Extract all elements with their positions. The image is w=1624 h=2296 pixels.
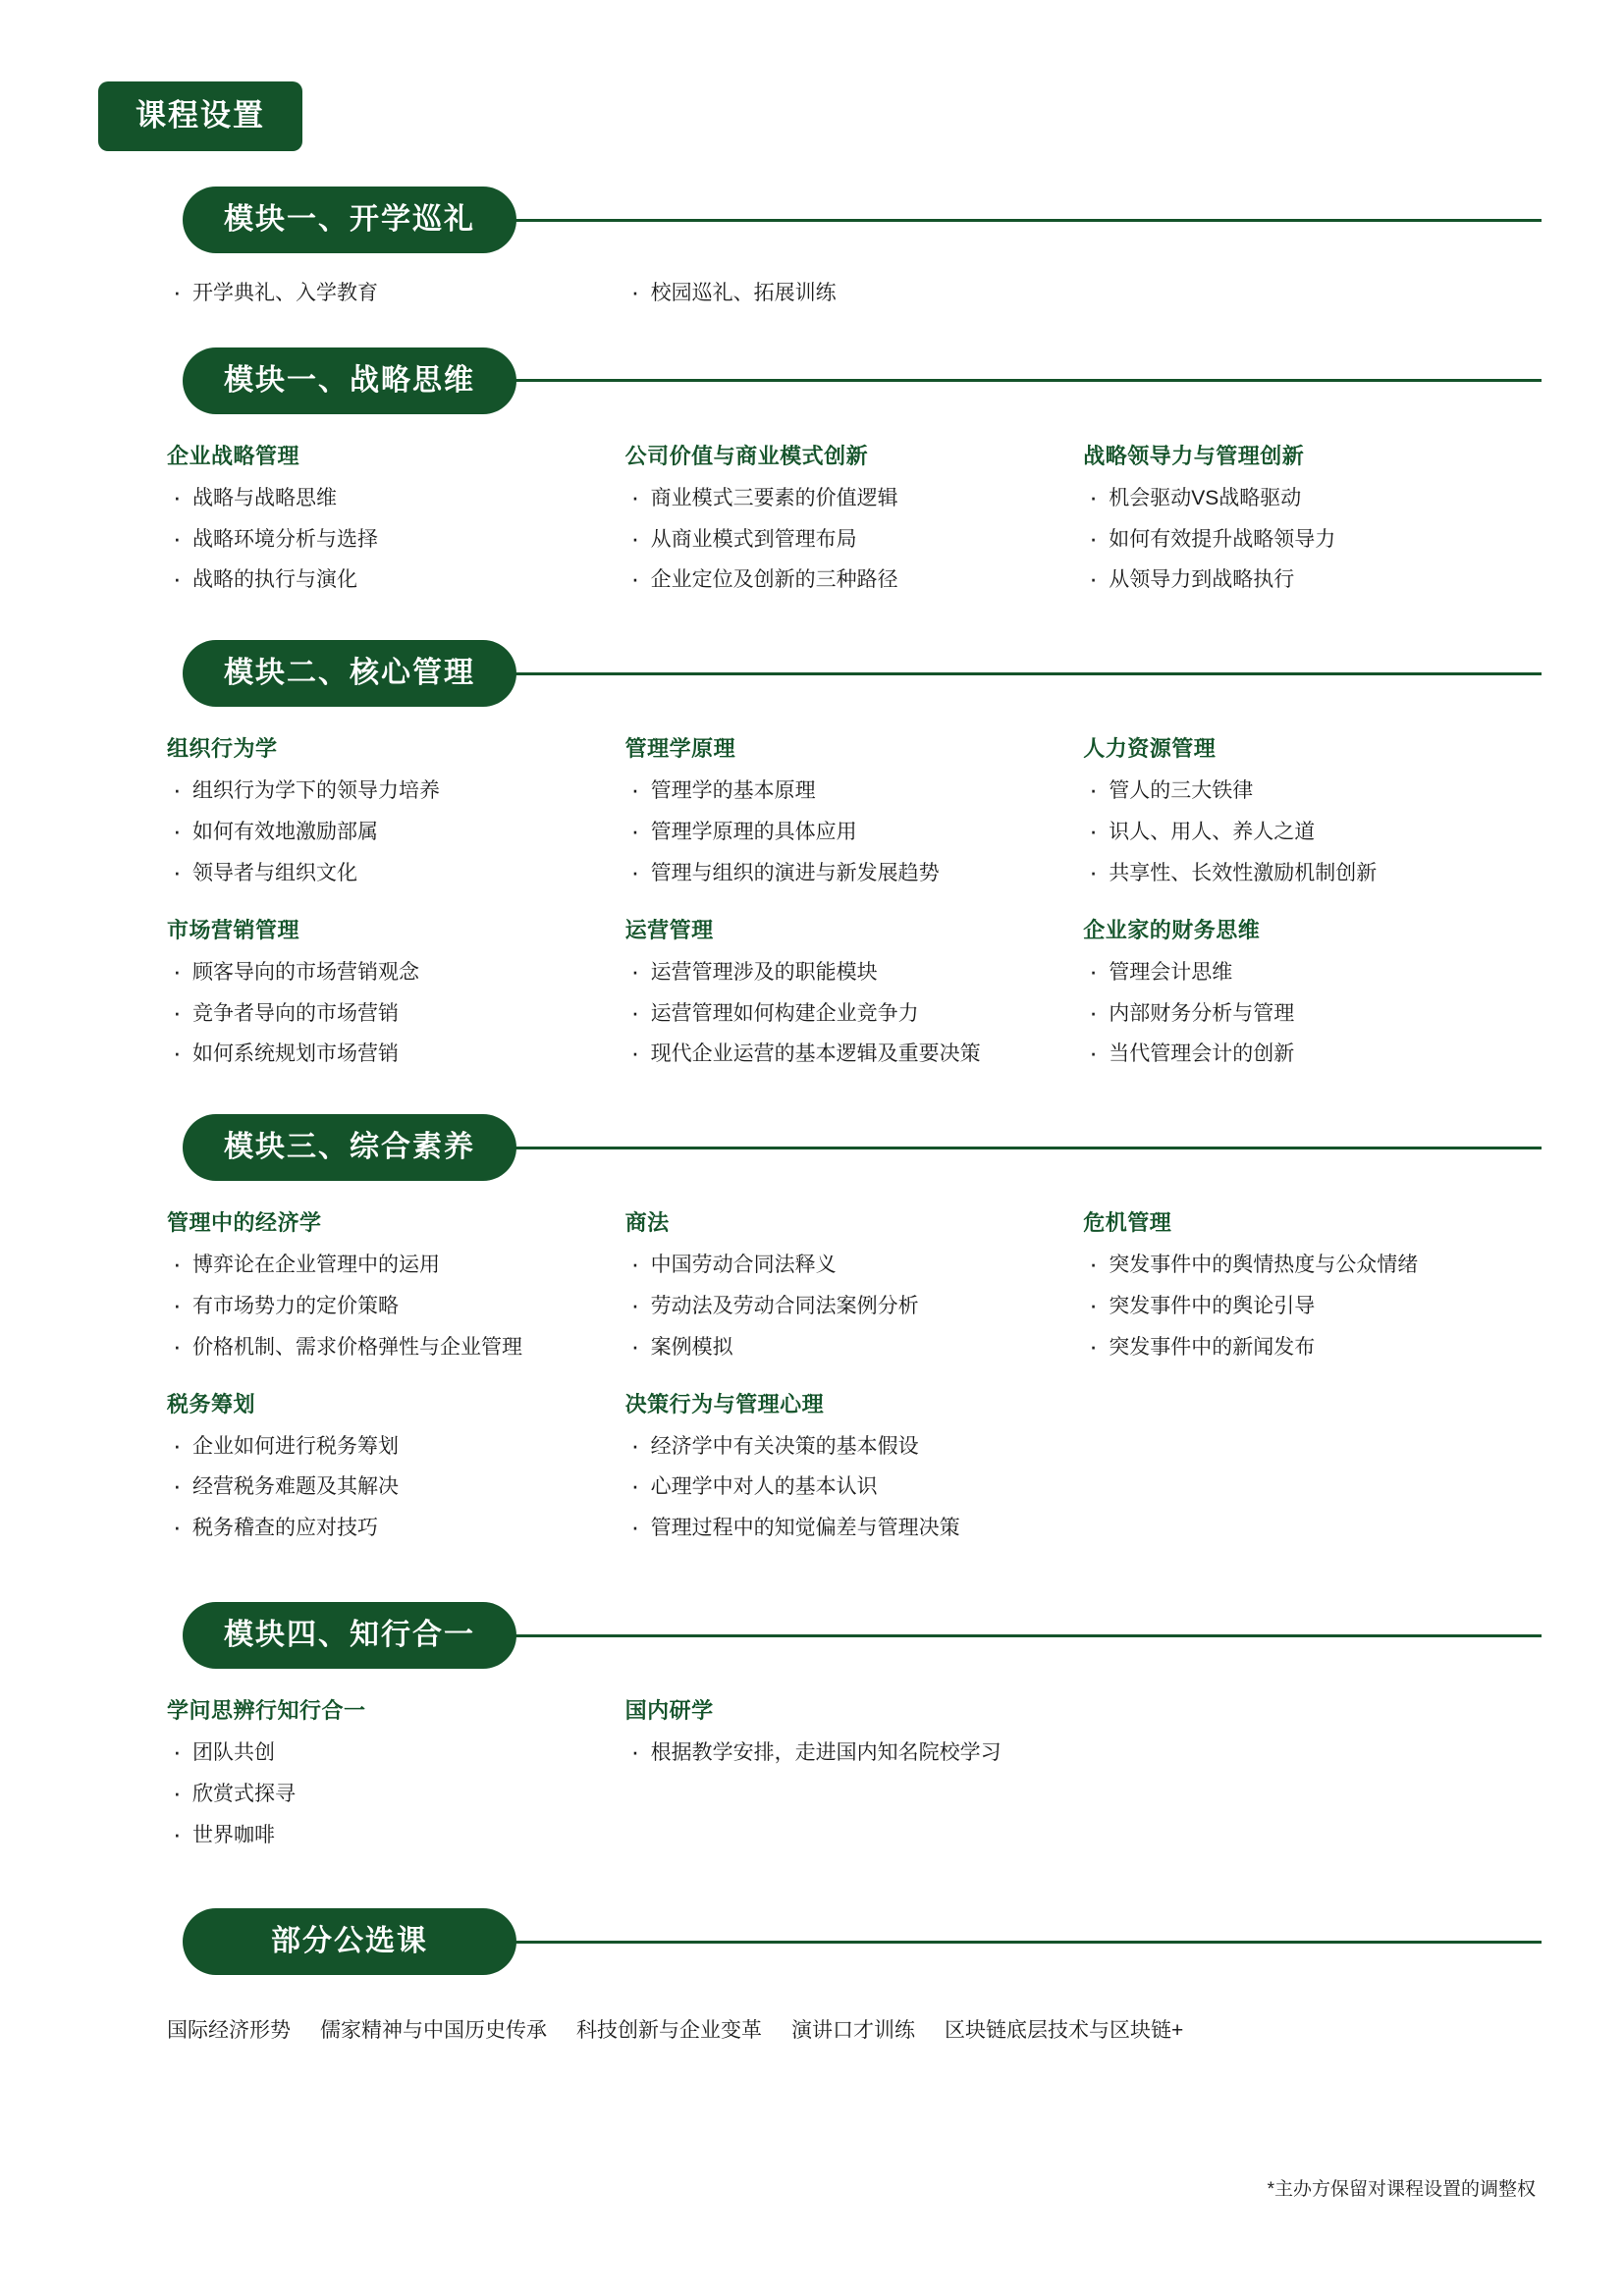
list-item: · 中国劳动合同法释义 <box>625 1251 1056 1280</box>
list-item: 区块链底层技术与区块链+ <box>945 2019 1184 2043</box>
module-column <box>167 1694 625 1849</box>
list-item: · 运营管理涉及的职能模块 <box>625 958 1056 988</box>
list-item: · 运营管理如何构建企业竞争力 <box>625 999 1056 1029</box>
topic-title: 税务筹划 <box>167 1391 256 1416</box>
topic-group <box>1083 732 1514 887</box>
list-item: · 顾客导向的市场营销观念 <box>167 958 598 988</box>
topic-title: 管理中的经济学 <box>167 1210 322 1236</box>
list-item: · 有市场势力的定价策略 <box>167 1292 598 1321</box>
topic-title: 管理学原理 <box>624 736 736 762</box>
list-item: · 识人、用人、养人之道 <box>1083 818 1514 847</box>
list-item: · 案例模拟 <box>625 1333 1056 1362</box>
topic-title: 学问思辨行知行合一 <box>167 1698 366 1723</box>
list-item: · 管理过程中的知觉偏差与管理决策 <box>625 1514 1056 1543</box>
list-item: · 如何有效地激励部属 <box>167 818 598 847</box>
topic-title: 商法 <box>624 1210 670 1236</box>
list-item: 科技创新与企业变革 <box>576 2019 762 2043</box>
topic-group <box>1083 1206 1514 1362</box>
module-pill-label: 模块一、开学巡礼 <box>183 187 516 253</box>
topic-group <box>167 440 598 595</box>
list-item: · 战略的执行与演化 <box>167 565 598 595</box>
module-columns <box>167 253 1542 308</box>
spacer <box>0 308 1624 347</box>
module-section <box>0 1602 1624 1855</box>
list-item: · 管理学原理的具体应用 <box>625 818 1056 847</box>
topic-group <box>625 732 1056 887</box>
module-divider <box>511 379 1542 382</box>
electives-divider <box>511 1941 1542 1944</box>
list-item: · 价格机制、需求价格弹性与企业管理 <box>167 1333 598 1362</box>
module-section <box>0 640 1624 1075</box>
topic-title: 国内研学 <box>624 1698 714 1723</box>
list-item: · 组织行为学下的领导力培养 <box>167 776 598 806</box>
topic-title: 决策行为与管理心理 <box>624 1391 825 1416</box>
module-column <box>625 279 1084 308</box>
module-column <box>625 1206 1084 1543</box>
electives-section <box>0 1908 1624 2044</box>
list-item: · 内部财务分析与管理 <box>1083 999 1514 1029</box>
list-item: · 税务稽查的应对技巧 <box>167 1514 598 1543</box>
spacer <box>0 1549 1624 1602</box>
topic-group <box>167 1694 598 1849</box>
list-item: · 管理学的基本原理 <box>625 776 1056 806</box>
topic-group <box>625 440 1056 595</box>
spacer <box>0 1075 1624 1114</box>
module-header <box>183 1602 1542 1669</box>
module-pill-label: 模块一、战略思维 <box>183 347 516 414</box>
list-item: 儒家精神与中国历史传承 <box>320 2019 547 2043</box>
module-columns <box>167 1181 1542 1549</box>
topic-group <box>625 1388 1056 1543</box>
module-columns <box>167 414 1542 601</box>
list-item: · 战略与战略思维 <box>167 484 598 513</box>
footnote: *主办方保留对课程设置的调整权 <box>1267 2179 1536 2200</box>
list-item: · 团队共创 <box>167 1738 598 1768</box>
module-header <box>183 187 1542 253</box>
list-item: · 经营税务难题及其解决 <box>167 1472 598 1502</box>
module-column <box>1083 440 1542 595</box>
list-item: · 现代企业运营的基本逻辑及重要决策 <box>625 1040 1056 1069</box>
module-divider <box>511 1634 1542 1637</box>
list-item: · 根据教学安排，走进国内知名院校学习 <box>625 1738 1056 1768</box>
module-column <box>625 440 1084 595</box>
list-item: · 经济学中有关决策的基本假设 <box>625 1432 1056 1462</box>
spacer <box>0 601 1624 640</box>
topic-title: 战略领导力与管理创新 <box>1083 443 1305 468</box>
list-item: · 从商业模式到管理布局 <box>625 525 1056 555</box>
list-item: · 领导者与组织文化 <box>167 859 598 888</box>
topic-group <box>625 1694 1056 1768</box>
list-item: · 如何系统规划市场营销 <box>167 1040 598 1069</box>
module-header <box>183 347 1542 414</box>
list-item: · 开学典礼、入学教育 <box>167 279 598 308</box>
curriculum-content <box>0 187 1624 2044</box>
topic-title: 人力资源管理 <box>1083 736 1217 762</box>
list-item: · 共享性、长效性激励机制创新 <box>1083 859 1514 888</box>
topic-title: 公司价值与商业模式创新 <box>624 443 869 468</box>
list-item: · 心理学中对人的基本认识 <box>625 1472 1056 1502</box>
module-columns <box>167 1669 1542 1855</box>
module-column <box>167 732 625 1069</box>
module-column <box>1083 732 1542 1069</box>
page-title: 课程设置 <box>98 81 302 151</box>
spacer <box>0 1855 1624 1908</box>
module-section <box>0 1114 1624 1549</box>
topic-group <box>167 914 598 1069</box>
module-column <box>167 1206 625 1543</box>
list-item: · 劳动法及劳动合同法案例分析 <box>625 1292 1056 1321</box>
topic-group <box>1083 914 1514 1069</box>
topic-group <box>167 1388 598 1543</box>
topic-title: 市场营销管理 <box>167 917 300 942</box>
list-item: 国际经济形势 <box>167 2019 291 2043</box>
topic-title: 企业家的财务思维 <box>1083 917 1261 942</box>
module-column <box>1083 279 1542 308</box>
electives-pill-label: 部分公选课 <box>183 1908 516 1975</box>
module-column <box>625 732 1084 1069</box>
module-header <box>183 640 1542 707</box>
module-pill-label: 模块二、核心管理 <box>183 640 516 707</box>
list-item: · 世界咖啡 <box>167 1821 598 1850</box>
module-column <box>167 440 625 595</box>
module-column <box>625 1694 1084 1849</box>
list-item: · 突发事件中的新闻发布 <box>1083 1333 1514 1362</box>
list-item: · 当代管理会计的创新 <box>1083 1040 1514 1069</box>
module-divider <box>511 672 1542 675</box>
topic-group <box>167 732 598 887</box>
list-item: · 商业模式三要素的价值逻辑 <box>625 484 1056 513</box>
module-pill-label: 模块三、综合素养 <box>183 1114 516 1181</box>
module-section <box>0 187 1624 308</box>
electives-list <box>167 1975 1542 2044</box>
list-item: · 企业定位及创新的三种路径 <box>625 565 1056 595</box>
list-item: · 管理会计思维 <box>1083 958 1514 988</box>
topic-title: 组织行为学 <box>167 736 278 762</box>
topic-group <box>625 1206 1056 1362</box>
topic-group <box>167 1206 598 1362</box>
topic-title: 运营管理 <box>624 917 714 942</box>
topic-title: 危机管理 <box>1083 1210 1172 1236</box>
module-column <box>1083 1206 1542 1543</box>
list-item: · 博弈论在企业管理中的运用 <box>167 1251 598 1280</box>
module-column <box>167 279 625 308</box>
module-section <box>0 347 1624 601</box>
list-item: 演讲口才训练 <box>791 2019 915 2043</box>
module-pill-label: 模块四、知行合一 <box>183 1602 516 1669</box>
module-divider <box>511 219 1542 222</box>
list-item: · 如何有效提升战略领导力 <box>1083 525 1514 555</box>
module-columns <box>167 707 1542 1075</box>
module-divider <box>511 1147 1542 1149</box>
list-item: · 企业如何进行税务筹划 <box>167 1432 598 1462</box>
topic-group <box>625 914 1056 1069</box>
topic-title: 企业战略管理 <box>167 443 300 468</box>
list-item: · 机会驱动VS战略驱动 <box>1083 484 1514 513</box>
list-item: · 突发事件中的舆情热度与公众情绪 <box>1083 1251 1514 1280</box>
list-item: · 管理与组织的演进与新发展趋势 <box>625 859 1056 888</box>
list-item: · 战略环境分析与选择 <box>167 525 598 555</box>
list-item: · 管人的三大铁律 <box>1083 776 1514 806</box>
list-item: · 校园巡礼、拓展训练 <box>625 279 1056 308</box>
module-column <box>1083 1694 1542 1849</box>
module-header <box>183 1114 1542 1181</box>
list-item: · 竞争者导向的市场营销 <box>167 999 598 1029</box>
list-item: · 突发事件中的舆论引导 <box>1083 1292 1514 1321</box>
electives-header <box>183 1908 1542 1975</box>
list-item: · 欣赏式探寻 <box>167 1780 598 1809</box>
topic-group <box>1083 440 1514 595</box>
list-item: · 从领导力到战略执行 <box>1083 565 1514 595</box>
